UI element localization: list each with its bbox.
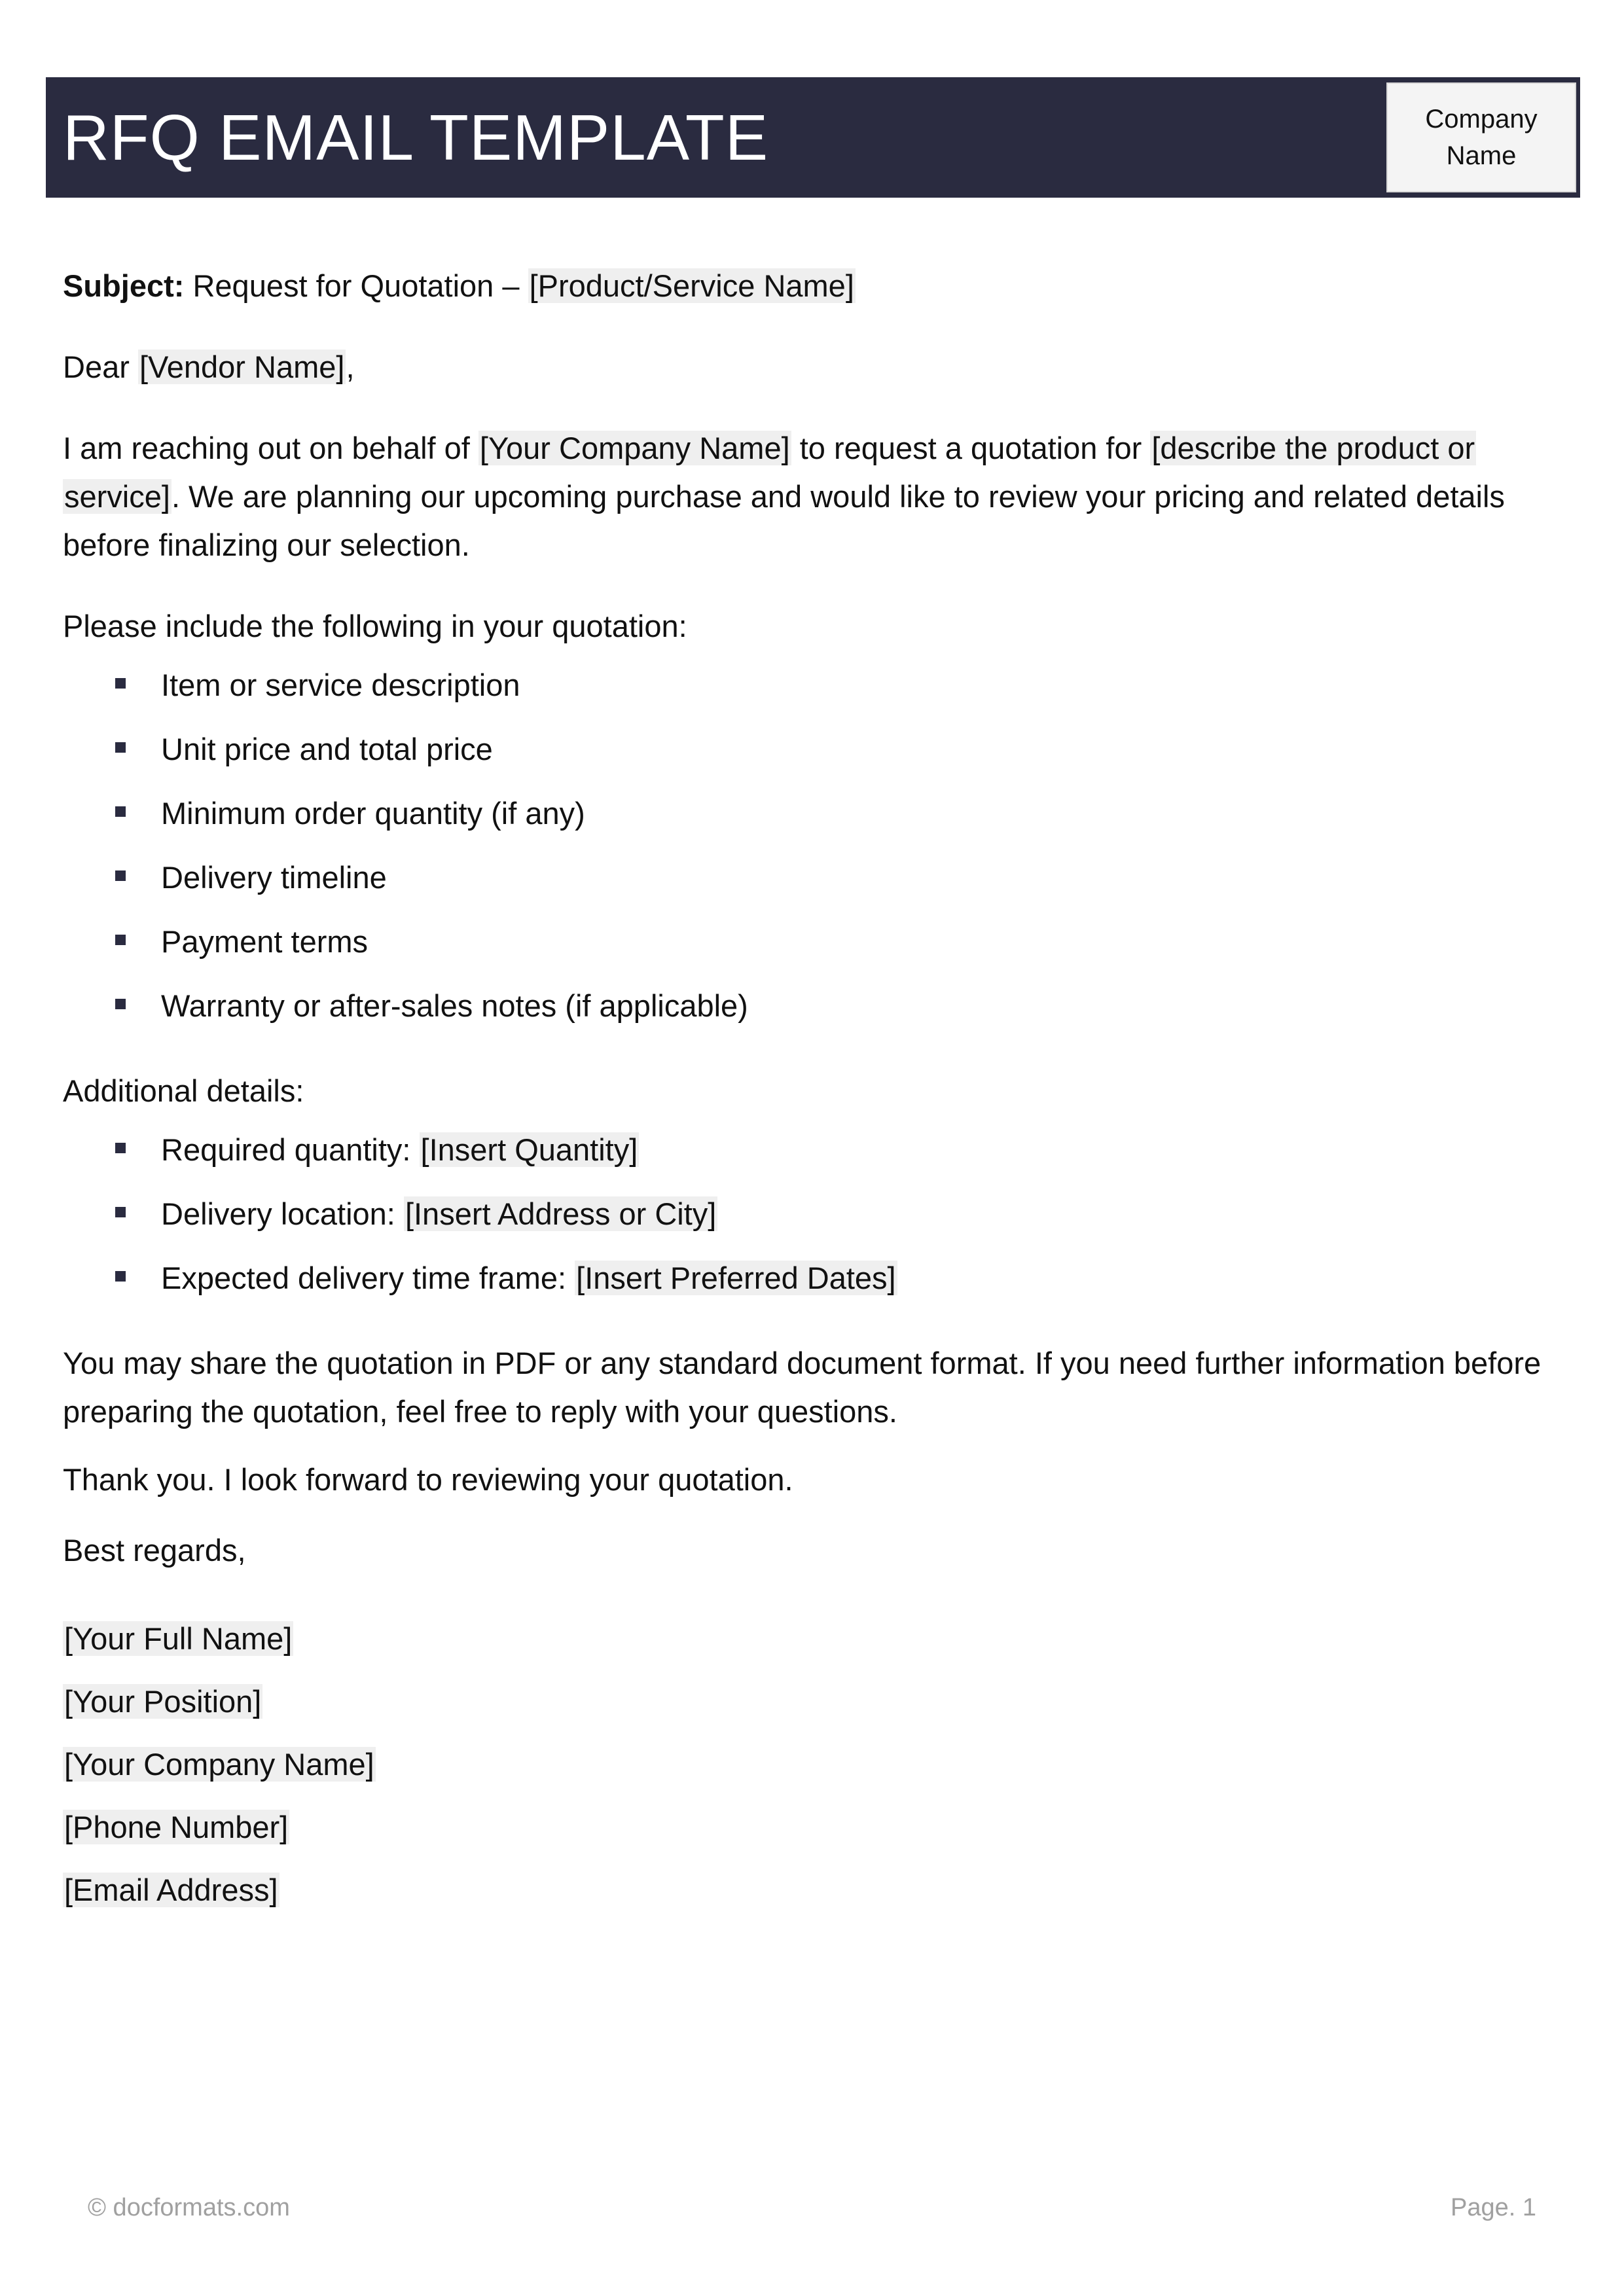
square-bullet-icon <box>115 1207 126 1217</box>
intro-text-3: . We are planning our upcoming purchase and would like to review your pricing and related details before finalizing our selection. <box>63 479 1505 562</box>
header-banner <box>46 77 1580 198</box>
additional-item-label: Required quantity: <box>161 1132 420 1167</box>
additional-list-item <box>63 1182 1562 1246</box>
square-bullet-icon <box>115 1271 126 1282</box>
include-list-item <box>63 717 1562 781</box>
include-heading: Please include the following in your quotation: <box>63 609 687 643</box>
signature-row <box>63 1796 1562 1859</box>
subject-text: Request for Quotation – <box>184 268 528 303</box>
signature-line: [Your Position] <box>64 1684 262 1719</box>
signature-row <box>63 1733 1562 1796</box>
square-bullet-icon <box>115 935 126 945</box>
product-placeholder: [Product/Service Name] <box>529 268 854 303</box>
include-item-text: Minimum order quantity (if any) <box>161 796 585 831</box>
square-bullet-icon <box>115 999 126 1009</box>
additional-item-label: Delivery location: <box>161 1196 404 1231</box>
company-logo-placeholder <box>1386 82 1576 192</box>
thanks-line: Thank you. I look forward to reviewing your quotation. <box>63 1462 793 1497</box>
include-list-item <box>63 910 1562 974</box>
include-item-text: Unit price and total price <box>161 732 493 766</box>
subject-line <box>63 262 1562 310</box>
additional-heading: Additional details: <box>63 1073 304 1108</box>
include-item-text: Item or service description <box>161 668 520 702</box>
signature-row <box>63 1607 1562 1670</box>
signature-row <box>63 1859 1562 1922</box>
additional-item-placeholder: [Insert Address or City] <box>405 1196 717 1231</box>
intro-paragraph <box>63 424 1562 569</box>
intro-text-2: to request a quotation for <box>791 431 1151 465</box>
additional-item-label: Expected delivery time frame: <box>161 1261 575 1295</box>
signature-line: [Phone Number] <box>64 1810 289 1844</box>
intro-text-1: I am reaching out on behalf of <box>63 431 478 465</box>
company-placeholder: [Your Company Name] <box>479 431 790 465</box>
logo-line-2: Name <box>1446 141 1517 170</box>
include-item-text: Delivery timeline <box>161 860 387 895</box>
additional-list <box>63 1118 1562 1310</box>
vendor-placeholder: [Vendor Name] <box>139 350 345 384</box>
square-bullet-icon <box>115 870 126 881</box>
include-list-item <box>63 781 1562 846</box>
include-item-text: Payment terms <box>161 924 369 959</box>
additional-item-placeholder: [Insert Quantity] <box>420 1132 638 1167</box>
signature-block <box>63 1607 1562 1922</box>
email-body <box>63 262 1562 1922</box>
signature-row <box>63 1670 1562 1733</box>
greeting-prefix: Dear <box>63 350 138 384</box>
include-item-text: Warranty or after-sales notes (if applicable) <box>161 988 748 1023</box>
document-title: RFQ EMAIL TEMPLATE <box>63 101 769 173</box>
square-bullet-icon <box>115 1143 126 1153</box>
include-list <box>63 653 1562 1038</box>
square-bullet-icon <box>115 806 126 817</box>
closing-paragraph: You may share the quotation in PDF or any standard document format. If you need further information before preparing the quotation, feel free to reply with your questions. <box>63 1346 1542 1429</box>
greeting <box>63 343 1562 391</box>
additional-list-item <box>63 1246 1562 1310</box>
additional-item-placeholder: [Insert Preferred Dates] <box>576 1261 896 1295</box>
subject-label: Subject: <box>63 268 185 303</box>
include-list-item <box>63 974 1562 1038</box>
product-description-placeholder: [describe the product or <box>1151 431 1475 465</box>
square-bullet-icon <box>115 678 126 689</box>
footer-copyright: © docformats.com <box>88 2194 290 2221</box>
signature-line: [Your Full Name] <box>64 1621 293 1656</box>
greeting-suffix: , <box>346 350 355 384</box>
include-list-item <box>63 653 1562 717</box>
signature-line: [Your Company Name] <box>64 1747 374 1782</box>
additional-list-item <box>63 1118 1562 1182</box>
include-list-item <box>63 846 1562 910</box>
footer-page-number: Page. 1 <box>1451 2194 1536 2221</box>
logo-line-1: Company <box>1425 105 1538 134</box>
regards-line: Best regards, <box>63 1533 246 1568</box>
square-bullet-icon <box>115 742 126 753</box>
signature-line: [Email Address] <box>64 1873 278 1907</box>
product-description-placeholder-cont: service] <box>64 479 170 514</box>
